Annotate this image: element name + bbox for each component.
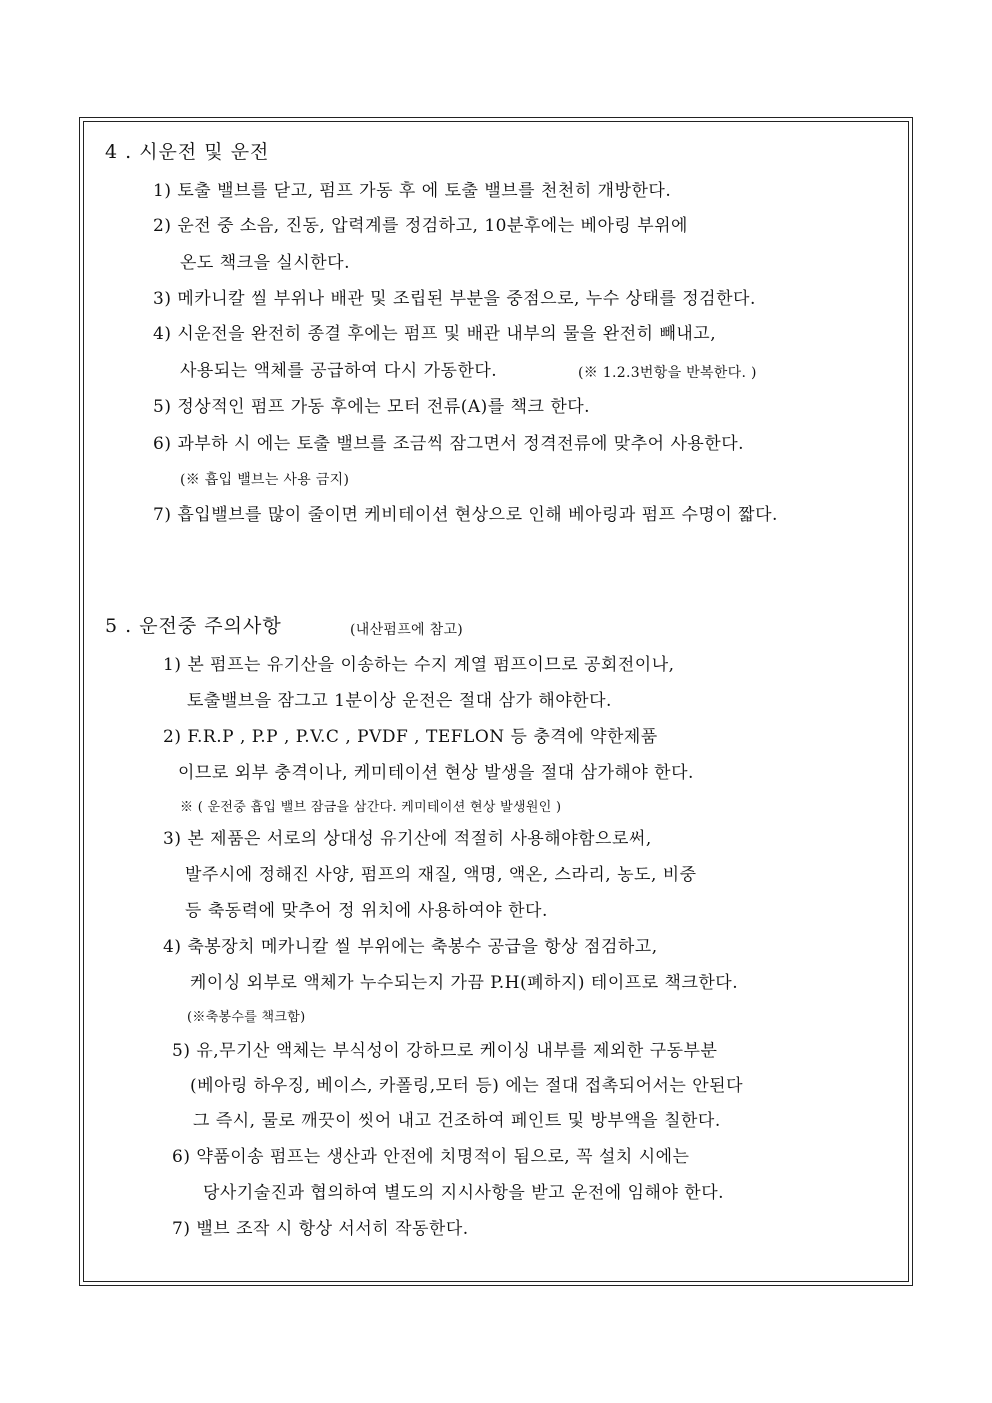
section5-item-5-cont-1: (베아링 하우징, 베이스, 카폴링,모터 등) 에는 절대 접촉되어서는 안된다 <box>190 1076 744 1096</box>
section5-heading-note: (내산펌프에 참고) <box>350 622 464 638</box>
section5-item-4-note: (※축봉수를 책크함) <box>187 1010 306 1025</box>
section4-item-3: 3) 메카니칼 씰 부위나 배관 및 조립된 부분을 중점으로, 누수 상태를 정검한다. <box>153 289 756 309</box>
section4-item-6-note: (※ 흡입 밸브는 사용 금지) <box>180 472 350 488</box>
section4-item-2: 2) 운전 중 소음, 진동, 압력계를 정검하고, 10분후에는 베아링 부위에 <box>153 216 688 236</box>
section4-item-4-note: (※ 1.2.3번항을 반복한다. ) <box>578 365 757 381</box>
section4-item-4: 4) 시운전을 완전히 종결 후에는 펌프 및 배관 내부의 물을 완전히 빼내고, <box>153 324 717 344</box>
section5-heading: 5 . 운전중 주의사항 <box>105 615 282 637</box>
section4-item-2-cont: 온도 책크을 실시한다. <box>180 253 351 273</box>
section4-item-5: 5) 정상적인 펌프 가동 후에는 모터 전류(A)를 책크 한다. <box>153 397 591 417</box>
section5-item-4-cont: 케이싱 외부로 액체가 누수되는지 가끔 P.H(폐하지) 테이프로 책크한다. <box>190 973 739 993</box>
section4-item-6: 6) 과부하 시 에는 토출 밸브를 조금씩 잠그면서 정격전류에 맞추어 사용한다. <box>153 434 745 454</box>
section5-item-4: 4) 축봉장치 메카니칼 씰 부위에는 축봉수 공급을 항상 점검하고, <box>163 937 658 957</box>
section4-item-4-cont: 사용되는 액체를 공급하여 다시 가동한다. <box>180 361 498 381</box>
section5-item-7: 7) 밸브 조작 시 항상 서서히 작동한다. <box>172 1219 469 1239</box>
section5-item-2-cont: 이므로 외부 충격이나, 케미테이션 현상 발생을 절대 삼가해야 한다. <box>178 763 694 783</box>
section5-item-6-cont: 당사기술진과 협의하여 별도의 지시사항을 받고 운전에 임해야 한다. <box>203 1183 725 1203</box>
section5-item-1-cont: 토출밸브을 잠그고 1분이상 운전은 절대 삼가 해야한다. <box>187 691 612 711</box>
section4-heading: 4 . 시운전 및 운전 <box>105 141 270 163</box>
section5-item-3-cont-1: 발주시에 정해진 사양, 펌프의 재질, 액명, 액온, 스라리, 농도, 비중 <box>185 865 697 885</box>
section5-item-2-note: ※ ( 운전중 흡입 밸브 잠금을 삼간다. 케미테이션 현상 발생원인 ) <box>180 800 562 815</box>
section5-item-6: 6) 약품이송 펌프는 생산과 안전에 치명적이 됨으로, 꼭 설치 시에는 <box>172 1147 690 1167</box>
section4-item-7: 7) 흡입밸브를 많이 줄이면 케비테이션 현상으로 인해 베아링과 펌프 수명이 짧다. <box>153 505 778 525</box>
section5-item-3: 3) 본 제품은 서로의 상대성 유기산에 적절히 사용해야함으로써, <box>163 829 652 849</box>
section5-item-5-cont-2: 그 즉시, 물로 깨끗이 씻어 내고 건조하여 페인트 및 방부액을 칠한다. <box>193 1111 721 1131</box>
section4-item-1: 1) 토출 밸브를 닫고, 펌프 가동 후 에 토출 밸브를 천천히 개방한다. <box>153 181 672 201</box>
section5-item-5: 5) 유,무기산 액체는 부식성이 강하므로 케이싱 내부를 제외한 구동부분 <box>172 1041 718 1061</box>
section5-item-1: 1) 본 펌프는 유기산을 이송하는 수지 계열 펌프이므로 공회전이나, <box>163 655 675 675</box>
section5-item-3-cont-2: 등 축동력에 맞추어 정 위치에 사용하여야 한다. <box>185 901 548 921</box>
section5-item-2: 2) F.R.P , P.P , P.V.C , PVDF , TEFLON 등 충격에 약한제품 <box>163 727 658 747</box>
